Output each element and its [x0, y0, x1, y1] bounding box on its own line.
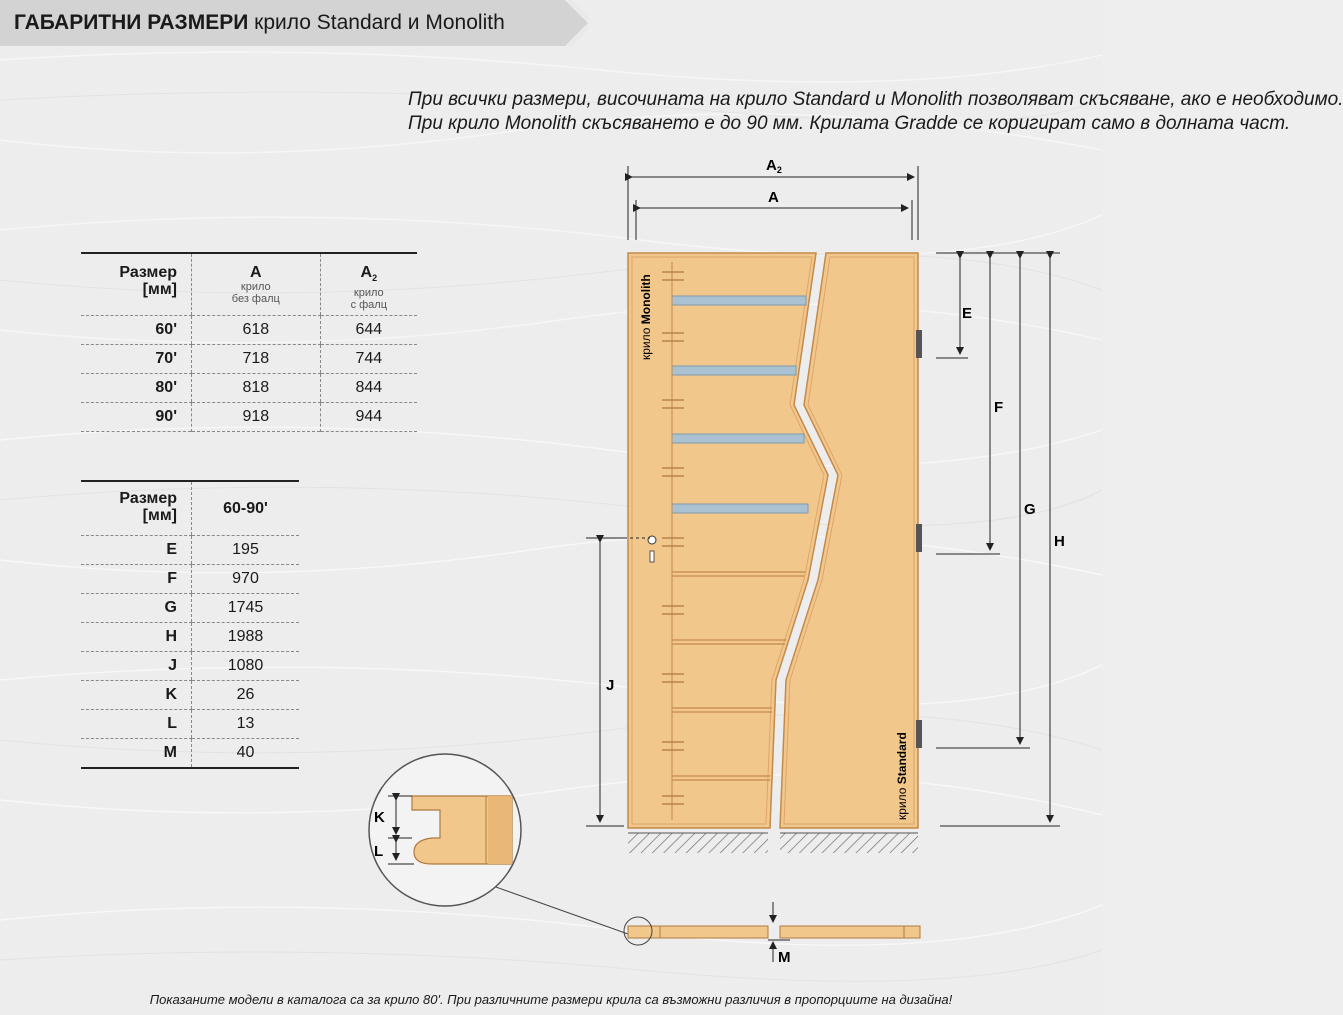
- footer-note: Показаните модели в каталога са за крило 80'. При различните размери крила са възможни различия в пропорциите на дизайна!: [149, 992, 953, 1007]
- table-row: K 26: [81, 680, 299, 709]
- standard-label: крило Standard: [895, 732, 909, 820]
- table-row: L 13: [81, 709, 299, 738]
- height-dimensions-table: [81, 480, 299, 769]
- width-a-header: A крило без фалц: [192, 253, 321, 315]
- table-header-row: [81, 481, 299, 535]
- floor-hatch: [628, 833, 918, 853]
- label-f: F: [994, 399, 1004, 416]
- table-row: G 1745: [81, 593, 299, 622]
- label-g: G: [1024, 501, 1036, 518]
- table-row: 80' 818 844: [81, 373, 417, 402]
- table-row: J 1080: [81, 651, 299, 680]
- label-k: K: [374, 809, 385, 826]
- profile-detail-zoom: [369, 754, 628, 934]
- table-row: 60' 618 644: [81, 315, 417, 344]
- width-dimensions-table: [81, 252, 417, 432]
- label-l: L: [374, 843, 384, 860]
- label-j: J: [606, 677, 615, 694]
- table-row: H 1988: [81, 622, 299, 651]
- label-h: H: [1054, 533, 1065, 550]
- intro-line-2: При крило Monolith скъсяването е до 90 мм. Крилата Gradde се коригират само в долната част.: [408, 113, 1291, 134]
- range-header: 60-90': [192, 481, 300, 535]
- monolith-label: крило Monolith: [639, 274, 653, 360]
- table-row: M 40: [81, 738, 299, 768]
- table-row: 90' 918 944: [81, 402, 417, 431]
- table-row: 70' 718 744: [81, 344, 417, 373]
- door-section-view: [624, 902, 920, 962]
- dimension-a: [636, 200, 912, 240]
- intro-text: [408, 88, 1343, 136]
- size-header: Размер [мм]: [81, 481, 192, 535]
- size-header: Размер [мм]: [81, 253, 192, 315]
- page-title: ГАБАРИТНИ РАЗМЕРИ крило Standard и Monolith: [14, 11, 505, 34]
- header-bar: [0, 0, 588, 46]
- table-row: F 970: [81, 564, 299, 593]
- label-a: A: [768, 189, 779, 206]
- label-a2: $A_2$: [766, 157, 782, 175]
- label-e: E: [962, 305, 973, 322]
- label-m: M: [778, 949, 791, 966]
- keyhole-icon: [648, 536, 656, 544]
- table-row: E 195: [81, 535, 299, 564]
- dimension-lines-right: [936, 253, 1060, 826]
- intro-line-1: При всички размери, височината на крило Standard и Monolith позволяват скъсяване, ако е необходимо.: [408, 89, 1343, 110]
- width-a2-header: $A_2$ крило с фалц: [320, 253, 417, 315]
- table-header-row: [81, 253, 417, 315]
